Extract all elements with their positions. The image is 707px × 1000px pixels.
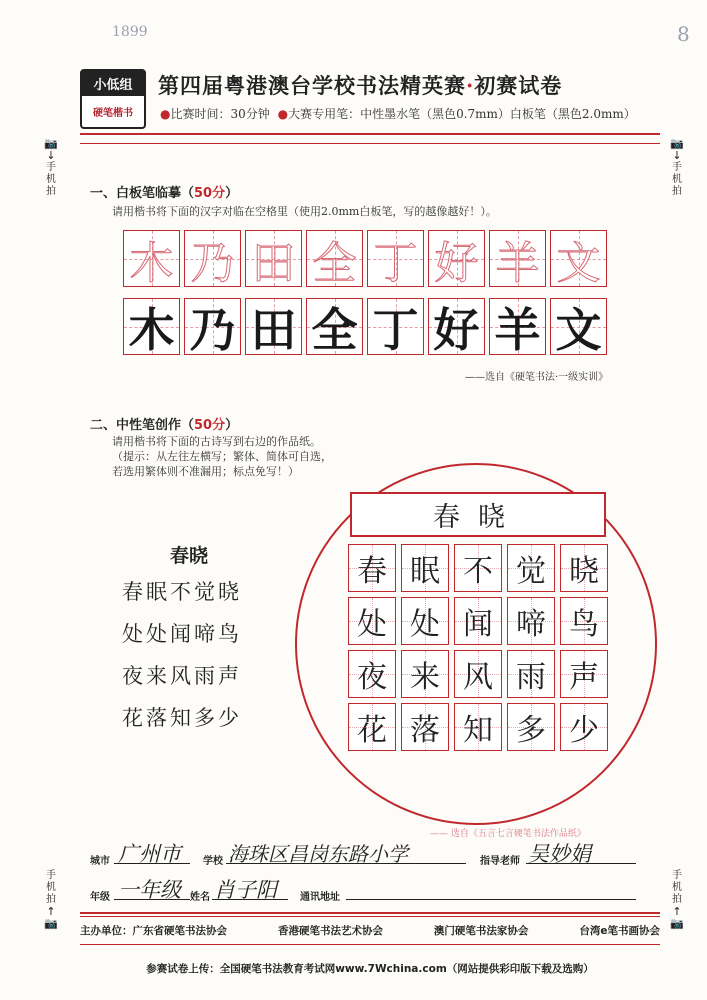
header-rule-bottom [80, 143, 660, 144]
work-char: 花 [357, 713, 387, 748]
copy-char: 乃 [189, 302, 236, 357]
work-cell [348, 703, 396, 751]
trace-char: 丁 [373, 237, 418, 289]
copy-cell [550, 298, 607, 355]
organizer-name: 澳门硬笔书法家协会 [433, 925, 529, 937]
city-line [114, 862, 190, 864]
camera-icon: 📷 [670, 917, 684, 930]
work-cell [560, 544, 608, 592]
arrow-up-icon: ↑ [672, 905, 682, 918]
work-row [348, 650, 613, 703]
work-char: 鸟 [569, 607, 599, 642]
trace-char: 全 [312, 237, 357, 289]
work-char: 不 [463, 554, 493, 589]
upload-info: 参赛试卷上传：全国硬笔书法教育考试网www.7Wchina.com（网站提供彩印版下载及选购） [146, 963, 594, 975]
written-title: 春晓 [350, 492, 606, 537]
side-label-top-right: 📷↓ 手机拍 [670, 137, 684, 197]
work-char: 来 [410, 660, 440, 695]
school-line [226, 862, 466, 864]
city-label: 城市 [90, 856, 110, 867]
copy-char: 丁 [372, 302, 419, 357]
teacher-label: 指导老师 [480, 856, 520, 867]
work-char: 少 [569, 713, 599, 748]
poem-text [122, 576, 242, 744]
trace-cell [123, 230, 180, 287]
copy-cell [306, 298, 363, 355]
copy-char: 文 [555, 302, 602, 357]
pen-label: 大赛专用笔：中性墨水笔（黑色0.7mm）白板笔（黑色2.0mm） [288, 107, 636, 121]
work-cell [507, 703, 555, 751]
arrow-up-icon: ↑ [46, 905, 56, 918]
work-cell [454, 703, 502, 751]
poem-line: 夜来风雨声 [122, 664, 242, 688]
arrow-down-icon: ↓ [672, 149, 682, 162]
name-line [212, 898, 288, 900]
work-char: 眠 [410, 554, 440, 589]
work-cell [401, 544, 449, 592]
work-cell [348, 597, 396, 645]
work-char: 春 [357, 554, 387, 589]
work-cell [348, 544, 396, 592]
trace-cell [184, 230, 241, 287]
copy-cell [489, 298, 546, 355]
trace-cell [489, 230, 546, 287]
paper-source-note: —— 选自《五言七言硬笔书法作品纸》 [430, 829, 586, 839]
work-char: 知 [463, 713, 493, 748]
arrow-down-icon: ↓ [46, 149, 56, 162]
teacher-value[interactable]: 吴妙娟 [528, 842, 591, 866]
school-value[interactable]: 海珠区昌岗东路小学 [228, 842, 408, 866]
work-paper-grid [348, 544, 613, 756]
pencil-note-left: 1899 [112, 24, 148, 40]
time-label: 比赛时间：30分钟 [170, 107, 270, 121]
organizer-name: 香港硬笔书法艺术协会 [277, 925, 383, 937]
work-cell [401, 650, 449, 698]
poem-line: 处处闻啼鸟 [122, 622, 242, 646]
trace-char: 田 [251, 237, 296, 289]
work-cell [454, 650, 502, 698]
poem-title: 春晓 [170, 545, 209, 567]
work-char: 落 [410, 713, 440, 748]
camera-icon: 📷 [670, 137, 684, 150]
work-cell [507, 544, 555, 592]
grade-label: 年级 [90, 892, 110, 903]
work-char: 声 [569, 660, 599, 695]
work-cell [401, 597, 449, 645]
group-label: 小低组 [82, 71, 144, 96]
grade-value[interactable]: 一年级 [118, 878, 181, 902]
footer-rule-2 [80, 944, 660, 945]
trace-cell [367, 230, 424, 287]
work-row [348, 703, 613, 756]
trace-row [123, 230, 611, 287]
camera-icon: 📷 [44, 917, 58, 930]
section1-instruction: 请用楷书将下面的汉字对临在空格里（使用2.0mm白板笔，写的越像越好！）。 [112, 205, 497, 218]
side-label-bottom-left: 手机拍 ↑📷 [44, 870, 58, 930]
copy-cell [245, 298, 302, 355]
copy-cell [123, 298, 180, 355]
side-label-bottom-right: 手机拍 ↑📷 [670, 870, 684, 930]
work-cell [401, 703, 449, 751]
address-label: 通讯地址 [300, 892, 340, 903]
category-label: 硬笔楷书 [93, 108, 133, 119]
trace-char: 木 [129, 237, 174, 289]
trace-char: 文 [556, 237, 601, 289]
pencil-note-right: 8 [677, 22, 690, 46]
trace-char: 羊 [495, 237, 540, 289]
grade-line [114, 898, 190, 900]
trace-cell [428, 230, 485, 287]
organizer-name: 主办单位：广东省硬笔书法协会 [80, 925, 227, 937]
organizers [80, 923, 660, 938]
trace-char: 好 [434, 237, 479, 289]
work-char: 闻 [463, 607, 493, 642]
copy-cell [428, 298, 485, 355]
camera-icon: 📷 [44, 137, 58, 150]
exam-info: ●比赛时间：30分钟 ●大赛专用笔：中性墨水笔（黑色0.7mm）白板笔（黑色2.0mm） [160, 107, 636, 121]
header-rule-top [80, 133, 660, 135]
work-row [348, 544, 613, 597]
footer-rule-top [80, 912, 660, 914]
section2-heading: 二、中性笔创作（50分） [90, 418, 239, 433]
poem-line: 花落知多少 [122, 706, 242, 730]
work-cell [560, 597, 608, 645]
work-cell [560, 703, 608, 751]
name-label: 姓名 [190, 892, 210, 903]
copy-cell [184, 298, 241, 355]
section1-heading: 一、白板笔临摹（50分） [90, 186, 239, 201]
work-char: 处 [357, 607, 387, 642]
side-label-top-left: 📷↓ 手机拍 [44, 137, 58, 197]
copy-char: 田 [250, 302, 297, 357]
section1-source: ——选自《硬笔书法·一级实训》 [465, 372, 609, 383]
trace-cell [306, 230, 363, 287]
work-char: 风 [463, 660, 493, 695]
footer-rule-bottom [80, 916, 660, 917]
work-char: 处 [410, 607, 440, 642]
school-label: 学校 [203, 856, 223, 867]
copy-char: 木 [128, 302, 175, 357]
copy-cell [367, 298, 424, 355]
organizer-name: 台湾e笔书画协会 [579, 925, 660, 937]
copy-char: 全 [311, 302, 358, 357]
work-row [348, 597, 613, 650]
work-char: 晓 [569, 554, 599, 589]
group-logo [80, 69, 146, 129]
name-value[interactable]: 肖子阳 [214, 878, 277, 902]
copy-row [123, 298, 611, 355]
trace-cell [550, 230, 607, 287]
city-value[interactable]: 广州市 [118, 842, 181, 866]
trace-char: 乃 [190, 237, 235, 289]
work-cell [454, 597, 502, 645]
work-char: 夜 [357, 660, 387, 695]
work-char: 雨 [516, 660, 546, 695]
copy-char: 羊 [494, 302, 541, 357]
work-cell [454, 544, 502, 592]
copy-char: 好 [433, 302, 480, 357]
section2-instruction: 请用楷书将下面的古诗写到右边的作品纸。 （提示：从左往左横写；繁体、简体可自选， 若选用繁体则不准漏用；标点免写！） [112, 435, 332, 478]
work-cell [560, 650, 608, 698]
page-title: 第四届粤港澳台学校书法精英赛·初赛试卷 [158, 73, 563, 98]
work-cell [348, 650, 396, 698]
work-char: 觉 [516, 554, 546, 589]
work-char: 多 [516, 713, 546, 748]
work-char: 啼 [516, 607, 546, 642]
poem-line: 春眠不觉晓 [122, 580, 242, 604]
trace-cell [245, 230, 302, 287]
teacher-line [526, 862, 636, 864]
address-line[interactable] [346, 898, 636, 900]
work-cell [507, 597, 555, 645]
work-cell [507, 650, 555, 698]
